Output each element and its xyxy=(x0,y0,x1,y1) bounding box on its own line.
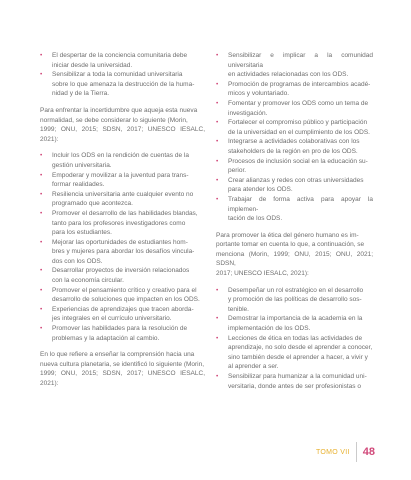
bullet-item xyxy=(216,51,373,80)
bullet-text: Fomentar y promover los ODS como un tema de investigación. xyxy=(228,99,369,117)
bullet-item xyxy=(216,286,373,315)
bullet-item xyxy=(40,238,205,267)
bullet-marker: • xyxy=(216,286,219,294)
tomo-label: TOMO VII xyxy=(315,448,350,456)
bullet-text: Promover las habilidades para la resolución de problemas y la adaptación al cambio. xyxy=(52,325,188,342)
bullet-text: Promover el desarrollo de las habilidades blandas, tanto para los profesores investigadores como para los estudiantes. xyxy=(52,209,198,237)
bullet-marker: • xyxy=(216,315,219,323)
right-column xyxy=(216,51,373,391)
body-paragraph: Para promover la ética del género humano es im- portante tomar en cuenta lo que, a continuación, se menciona (Morin, 1999; ONU, 2015; ONU, 2021; SDSN, 2017; UNESCO IESALC, 2021): xyxy=(216,231,373,278)
bullet-text: Lecciones de ética en todas las actividades de aprendizaje, no solo desde el aprender a conocer, sino también desde el aprender a hacer, a vivir y al aprender a ser. xyxy=(228,334,373,371)
bullet-item xyxy=(40,286,205,305)
bullet-marker: • xyxy=(40,209,43,217)
bullet-item xyxy=(216,157,373,176)
bullet-item xyxy=(40,266,205,285)
bullet-text: Procesos de inclusión social en la educación su- perior. xyxy=(228,157,368,175)
bullet-item xyxy=(216,176,373,195)
bullet-item xyxy=(216,99,373,118)
bullet-item xyxy=(216,314,373,333)
bullet-text: Resiliencia universitaria ante cualquier evento no programado que acontezca. xyxy=(52,190,194,208)
bullet-marker: • xyxy=(216,373,219,380)
bullet-item xyxy=(40,151,205,170)
bullet-item xyxy=(40,324,205,343)
bullet-text: Sensibilizar a toda la comunidad universitaria sobre lo que amenaza la destrucción de la huma- nidad y de la Tierra. xyxy=(52,71,195,98)
bullet-item xyxy=(216,118,373,137)
bullet-item xyxy=(216,80,373,99)
bullet-text: Empoderar y movilizar a la juventud para trans- formar realidades. xyxy=(52,171,189,189)
bullet-text: Desempeñar un rol estratégico en el desarrollo y promoción de las políticas de desarrollo sos- tenible. xyxy=(228,286,364,313)
bullet-item xyxy=(40,171,205,190)
bullet-marker: • xyxy=(40,305,43,313)
bullet-text: Sensibilizar para humanizar a la comunidad uni- versitaria, donde antes de ser profesionistas o xyxy=(228,373,367,390)
bullet-marker: • xyxy=(40,52,43,59)
bullet-item xyxy=(216,334,373,372)
bullet-item xyxy=(40,305,205,324)
bullet-marker: • xyxy=(216,119,219,127)
bullet-item xyxy=(216,137,373,156)
bullet-marker: • xyxy=(216,334,219,342)
page-number: 48 xyxy=(362,446,375,458)
bullet-marker: • xyxy=(40,267,43,275)
bullet-text: Trabajar de forma activa para apoyar la implemen- tación de los ODS. xyxy=(228,195,373,223)
bullet-marker: • xyxy=(216,157,219,165)
bullet-marker: • xyxy=(216,52,219,59)
bullet-marker: • xyxy=(40,286,43,294)
page-footer xyxy=(316,441,375,463)
bullet-marker: • xyxy=(40,325,43,333)
bullet-text: Promoción de programas de intercambios acadé- micos y voluntariado. xyxy=(228,80,371,98)
bullet-text: Sensibilizar e implicar a la comunidad universitaria en actividades relacionadas con los ODS. xyxy=(228,52,373,79)
bullet-item xyxy=(40,190,205,209)
bullet-marker: • xyxy=(40,171,43,179)
body-paragraph: En lo que refiere a enseñar la comprensión hacia una nueva cultura planetaria, se identificó lo siguiente (Morin, 1999; ONU, 2015; SDSN, 2017; UNESCO IESALC, 2021): xyxy=(40,351,205,387)
bullet-item xyxy=(40,209,205,238)
bullet-text: Experiencias de aprendizajes que tracen aborda- jes integrales en el currículo universitario. xyxy=(52,305,194,323)
bullet-marker: • xyxy=(40,152,43,160)
bullet-text: Desarrollar proyectos de inversión relacionados con la economía circular. xyxy=(52,267,190,285)
bullet-marker: • xyxy=(216,176,219,184)
bullet-text: Incluir los ODS en la rendición de cuentas de la gestión universitaria. xyxy=(52,152,189,169)
bullet-text: Integrarse a actividades colaborativas con los stakeholders de la región en pro de los ODS. xyxy=(228,138,360,155)
bullet-marker: • xyxy=(40,238,43,246)
bullet-text: Promover el pensamiento crítico y creativo para el desarrollo de soluciones que impacten en los ODS. xyxy=(52,286,200,304)
footer-divider xyxy=(356,442,357,462)
bullet-marker: • xyxy=(216,99,219,107)
bullet-text: Mejorar las oportunidades de estudiantes hom- bres y mujeres para abordar los desafíos vincula- dos con los ODS. xyxy=(52,238,195,265)
body-paragraph: Para enfrentar la incertidumbre que aqueja esta nueva normalidad, se debe considerar lo siguiente (Morin, 1999; ONU, 2015; SDSN, 2017; UNESCO IESALC, 2021): xyxy=(40,106,205,143)
bullet-text: El despertar de la conciencia comunitaria debe iniciar desde la universidad. xyxy=(52,52,188,69)
left-column xyxy=(40,51,205,396)
bullet-item xyxy=(216,372,373,391)
bullet-text: Fortalecer el compromiso público y participación de la universidad en el cumplimiento de los ODS. xyxy=(228,119,370,136)
bullet-marker: • xyxy=(40,71,43,79)
bullet-marker: • xyxy=(40,190,43,198)
bullet-text: Crear alianzas y redes con otras universidades para atender los ODS. xyxy=(228,176,364,194)
bullet-marker: • xyxy=(216,195,219,203)
bullet-marker: • xyxy=(216,138,219,146)
bullet-text: Demostrar la importancia de la academia en la implementación de los ODS. xyxy=(228,315,363,333)
bullet-marker: • xyxy=(216,80,219,88)
bullet-item xyxy=(40,51,205,70)
bullet-item xyxy=(40,70,205,99)
bullet-item xyxy=(216,195,373,224)
